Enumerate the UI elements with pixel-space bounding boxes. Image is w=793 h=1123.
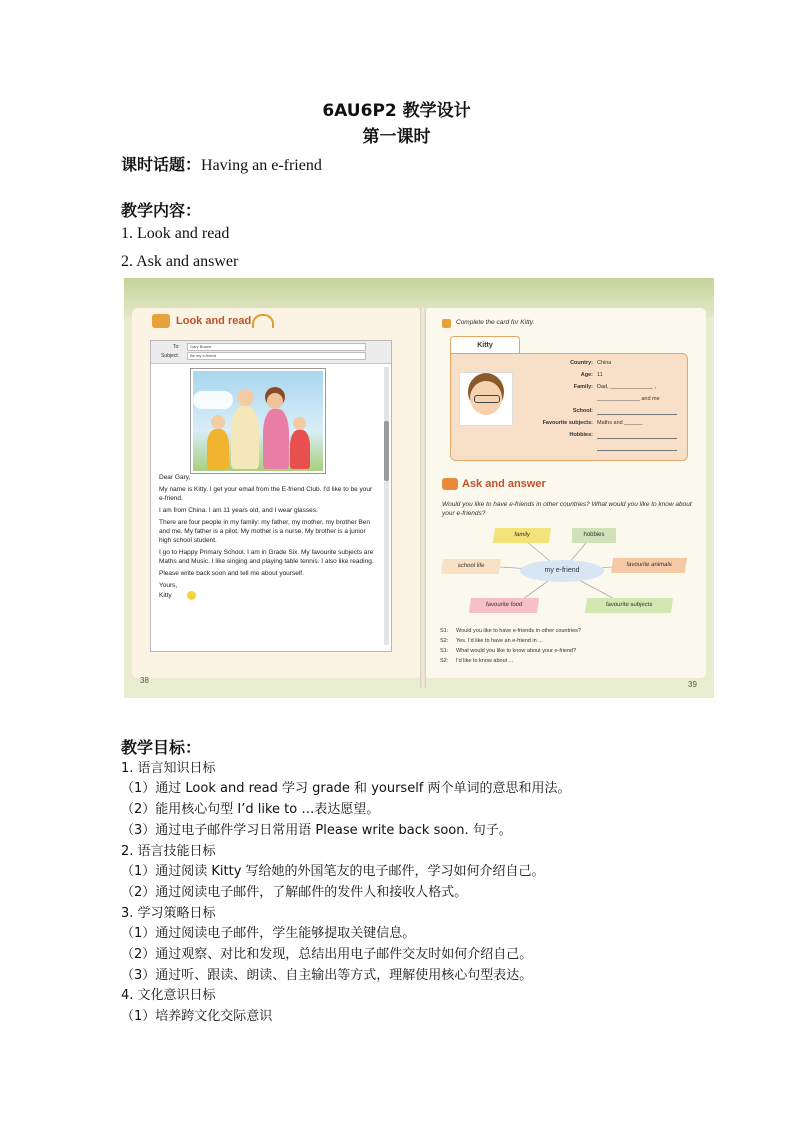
card-label: School: (572, 408, 593, 414)
dialogue-line (440, 636, 700, 646)
card-label: Hobbies: (569, 432, 593, 438)
card-instruction: Complete the card for Kitty. (456, 319, 535, 326)
textbook-spread (124, 278, 714, 698)
dialogue-speaker: S2: (440, 658, 449, 664)
email-paragraph: My name is Kitty. I get your email from the E-friend Club. I'd like to be your e-friend. (159, 486, 373, 502)
dialogue-line (440, 656, 700, 666)
document-title: 6AU6P2 教学设计 (322, 101, 471, 121)
topic-label: 课时话题： (121, 155, 202, 174)
email-signature-name: Kitty (159, 592, 172, 600)
content-item-2: 2. Ask and answer (121, 253, 239, 270)
email-paragraph: I go to Happy Primary School. I am in Grade Six. My favourite subjects are Maths and Music. I like singing and playing table tennis. I also like reading. (159, 549, 374, 565)
content-label: 教学内容： (121, 201, 202, 220)
objective-line: 4. 文化意识日标 (121, 988, 216, 1003)
dialogue-speaker: S2: (440, 638, 449, 644)
objective-line: （3）通过电子邮件学习日常用语 Please write back soon. 句子。 (121, 823, 512, 838)
objective-line: （1）通过阅读电子邮件，学生能够提取关键信息。 (121, 926, 416, 941)
dialogue-line (440, 646, 700, 656)
card-value: Maths and ______ (597, 420, 643, 426)
look-read-title: Look and read (176, 315, 252, 327)
dialogue-line (440, 626, 700, 636)
dialogue-text: Yes. I'd like to have an e-friend in ... (456, 638, 543, 644)
page-number-right: 39 (688, 680, 697, 689)
topic-value: Having an e-friend (201, 157, 322, 174)
email-paragraph: There are four people in my family: my father, my mother, my brother Ben and me. My father is a pilot. My mother is a nurse. My brother is a junior high school student. (159, 519, 370, 544)
card-name-tab: Kitty (450, 336, 520, 355)
card-value: 11 (597, 372, 603, 378)
dialogue-text: I'd like to know about ... (456, 658, 514, 664)
dialogue-text: What would you like to know about your e-friend? (456, 648, 577, 654)
objective-line: 2. 语言技能日标 (121, 844, 216, 859)
email-to-field: Gary Brown (187, 343, 366, 351)
dialogue-speaker: S1: (440, 648, 449, 654)
mind-map-node: family (493, 528, 551, 543)
email-to-label: To: (173, 344, 180, 350)
dialogue-text: Would you like to have e-friends in other countries? (456, 628, 581, 634)
email-paragraph: Please write back soon and tell me about yourself. (159, 570, 304, 577)
objective-line: （1）培养跨文化交际意识 (121, 1009, 273, 1024)
objective-line: （1）通过 Look and read 学习 grade 和 yourself 两个单词的意思和用法。 (121, 781, 571, 796)
card-value: Dad, ______________ , (597, 384, 657, 390)
document-subtitle: 第一课时 (362, 127, 431, 147)
content-item-1: 1. Look and read (121, 225, 230, 242)
email-paragraph: I am from China. I am 11 years old, and I wear glasses. (159, 507, 318, 514)
ask-answer-title: Ask and answer (462, 478, 546, 490)
mind-map-center: my e-friend (520, 560, 604, 582)
email-paragraph: Dear Gary, (159, 474, 191, 481)
email-subject-label: Subject: (161, 353, 180, 359)
email-subject-field: Be my e-friend (187, 352, 366, 360)
mind-map-node: favourite subjects (585, 598, 673, 613)
card-label: Age: (580, 372, 593, 378)
dialogue-speaker: S1: (440, 628, 449, 634)
dialogue (440, 626, 700, 666)
mind-map-node: favourite food (469, 598, 539, 613)
ask-question: Would you like to have e-friends in other countries? What would you like to know about your e-friends? (442, 501, 692, 517)
mind-map-node: hobbies (572, 528, 616, 543)
objective-line: 3. 学习策略日标 (121, 906, 216, 921)
objective-line: （2）能用核心句型 I’d like to …表达愿望。 (121, 802, 380, 817)
mind-map-node: favourite animals (611, 558, 687, 573)
mind-map-node: school life (441, 559, 501, 574)
card-label: Favourite subjects: (542, 420, 593, 426)
card-label: Country: (570, 360, 593, 366)
objective-line: （3）通过听、跟读、朗读、自主输出等方式，理解使用核心句型表达。 (121, 968, 533, 983)
objective-line: （1）通过阅读 Kitty 写给她的外国笔友的电子邮件，学习如何介绍自己。 (121, 864, 545, 879)
objective-line: （2）通过阅读电子邮件，了解邮件的发件人和接收人格式。 (121, 885, 468, 900)
card-value: China (597, 360, 612, 366)
email-paragraph: Yours, (159, 582, 178, 589)
topic-line (121, 152, 322, 175)
objectives-label: 教学目标： (121, 738, 202, 757)
objective-line: （2）通过观察、对比和发现，总结出用电子邮件交友时如何介绍自己。 (121, 947, 533, 962)
card-value: ______________ and me (597, 396, 660, 402)
card-label: Family: (573, 384, 593, 390)
page-number-left: 38 (140, 676, 149, 685)
objective-line: 1. 语言知识日标 (121, 761, 216, 776)
